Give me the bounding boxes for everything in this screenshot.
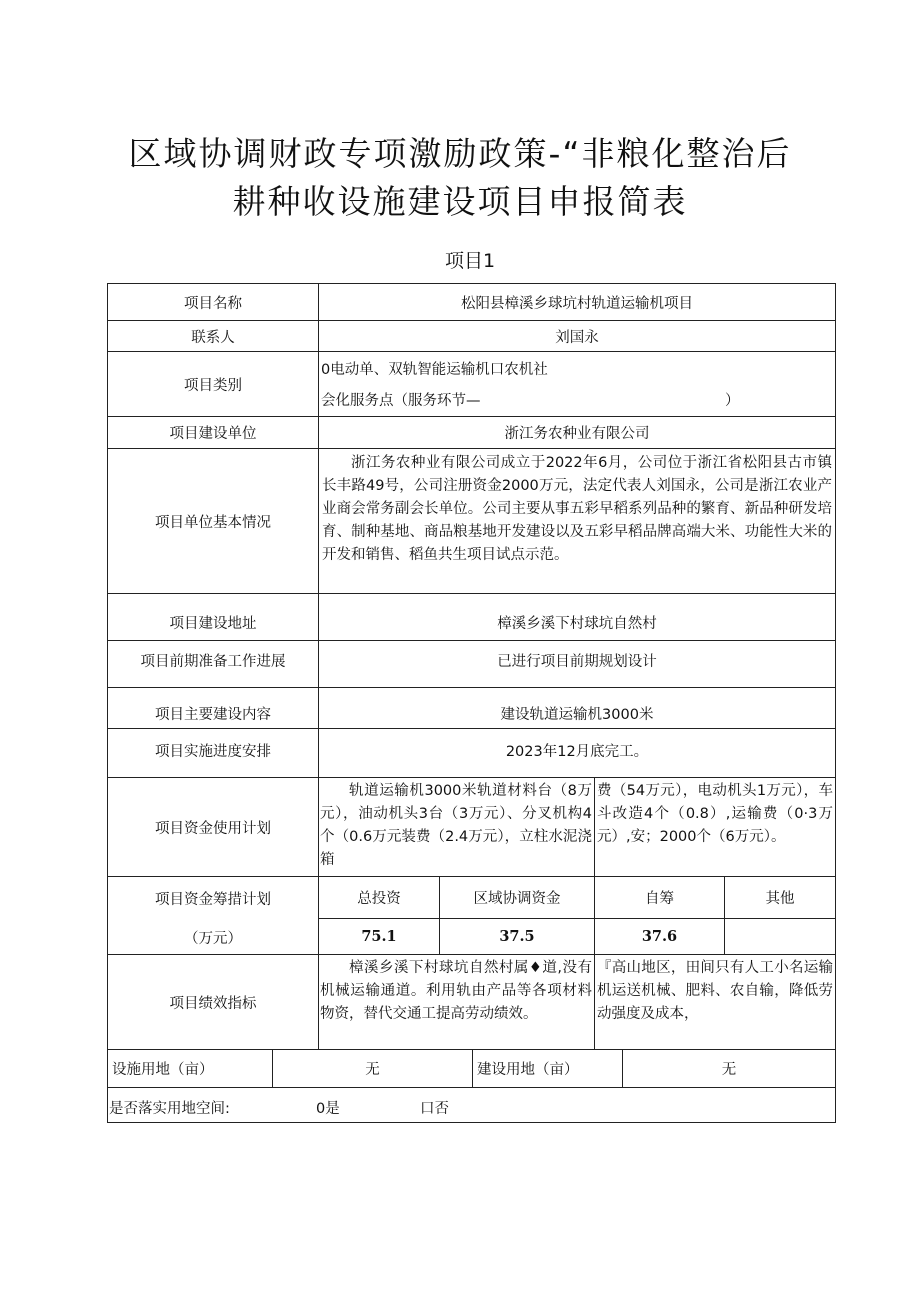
- label-fund-raising: 项目资金筹措计划: [155, 892, 271, 908]
- project-number: 项目1: [444, 250, 496, 272]
- value-facility-land: 无: [272, 1049, 473, 1088]
- label-preparation: 项目前期准备工作进展: [107, 640, 319, 688]
- value-self-raised: 37.6: [594, 918, 725, 955]
- category-line2: 会化服务点（服务环节—: [321, 393, 481, 409]
- performance-left-text: 樟溪乡溪下村球坑自然村属♦道,没有机械运输通道。利用轨由产品等各项材料物资，替代交通工提高劳动绩效。: [320, 960, 592, 1022]
- label-basic-info: 项目单位基本情况: [107, 448, 319, 594]
- document-title-line1: 区域协调财政专项激励政策-“非粮化整治后: [128, 134, 792, 173]
- value-other: [724, 918, 836, 955]
- label-schedule: 项目实施进度安排: [107, 728, 319, 778]
- value-project-name: 松阳县樟溪乡球坑村轨道运输机项目: [318, 283, 836, 321]
- label-fund-raising-unit: （万元）: [184, 931, 242, 947]
- value-main-content: 建设轨道运输机3000米: [318, 687, 836, 729]
- header-total-investment: 总投资: [318, 876, 440, 919]
- basic-info-text: 浙江务农种业有限公司成立于2022年6月，公司位于浙江省松阳县古市镇长丰路49号，公司注册资金2000万元，法定代表人刘国永，公司是浙江农业产业商会常务副会长单位。公司主要从事五彩早稻系列品种的繁育、新品种研发培育、制种基地、商品粮基地开发建设以及五彩早稻品牌高端大米、功能性大米的开发和销售、稻鱼共生项目试点示范。: [322, 455, 832, 563]
- performance-right-text: 『高山地区，田间只有人工小名运输机运送机械、肥料、农自输，降低劳动强度及成本，: [597, 960, 833, 1022]
- value-construction-land: 无: [622, 1049, 836, 1088]
- fund-usage-right-text: 费（54万元），电动机头1万元），车斗改造4个（0.8）,运输费（0·3万元）,安；2000个（6万元）。: [597, 783, 833, 845]
- value-total-investment: 75.1: [318, 918, 440, 955]
- header-self-raised: 自筹: [594, 876, 725, 919]
- label-address: 项目建设地址: [107, 593, 319, 641]
- value-contact: 刘国永: [318, 320, 836, 352]
- value-regional-fund: 37.5: [439, 918, 595, 955]
- label-performance: 项目绩效指标: [107, 954, 319, 1050]
- value-unit: 浙江务农种业有限公司: [318, 416, 836, 449]
- label-category: 项目类别: [107, 351, 319, 417]
- value-schedule: 2023年12月底完工。: [318, 728, 836, 778]
- label-project-name: 项目名称: [107, 283, 319, 321]
- header-regional-fund: 区域协调资金: [439, 876, 595, 919]
- label-unit: 项目建设单位: [107, 416, 319, 449]
- option-no: 口否: [420, 1101, 449, 1117]
- category-line2-end: ）: [725, 393, 740, 409]
- category-line1: 0电动单、双轨智能运输机口农机社: [321, 362, 548, 378]
- label-fund-usage: 项目资金使用计划: [107, 777, 319, 877]
- label-facility-land: 设施用地（亩）: [107, 1049, 273, 1088]
- value-preparation: 已进行项目前期规划设计: [318, 640, 836, 688]
- label-land-space: 是否落实用地空间:: [109, 1101, 230, 1117]
- label-construction-land: 建设用地（亩）: [472, 1049, 623, 1088]
- option-yes: 0是: [316, 1101, 340, 1117]
- fund-usage-left-text: 轨道运输机3000米轨道材料台（8万元），油动机头3台（3万元）、分叉机构4个（0.6万元装费（2.4万元），立柱水泥浇箱: [320, 783, 592, 868]
- header-other: 其他: [724, 876, 836, 919]
- label-contact: 联系人: [107, 320, 319, 352]
- value-address: 樟溪乡溪下村球坑自然村: [318, 593, 836, 641]
- label-main-content: 项目主要建设内容: [107, 687, 319, 729]
- document-title-line2: 耕种收设施建设项目申报简表: [232, 182, 688, 221]
